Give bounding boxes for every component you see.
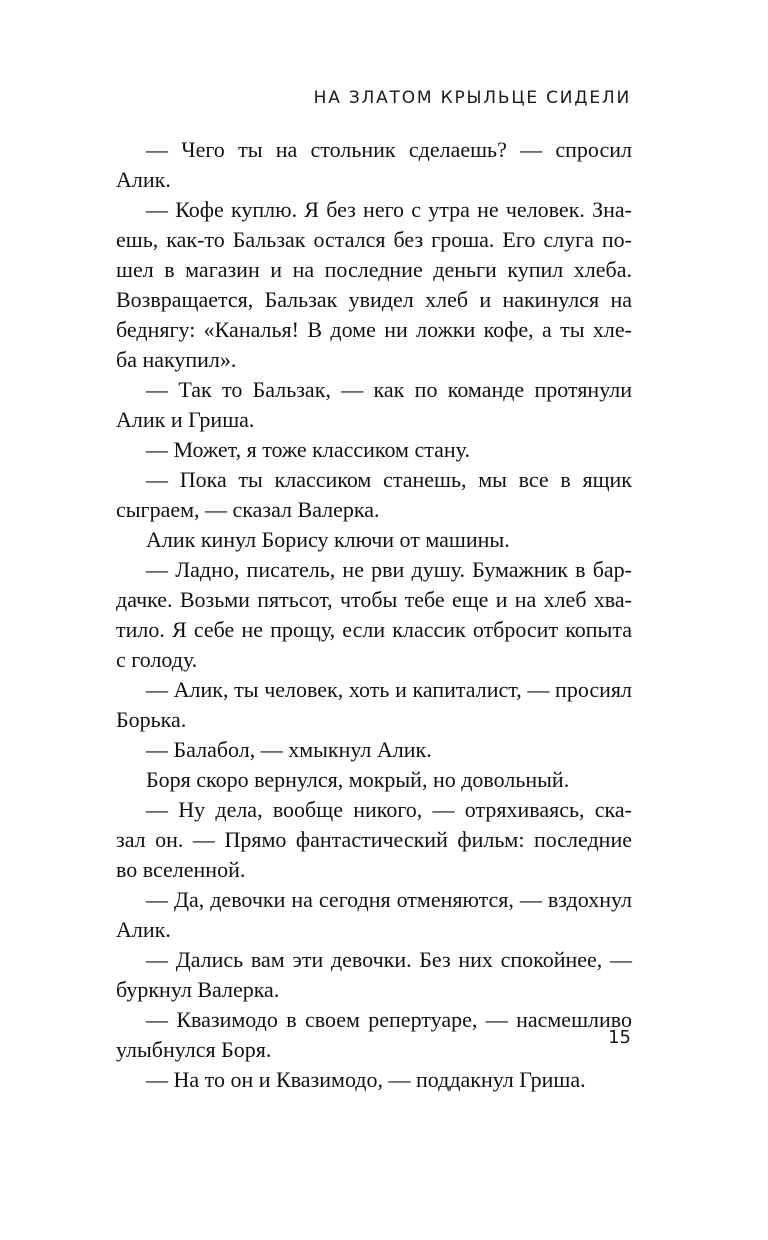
text-line: зал он. — Прямо фантастический фильм: последние <box>116 827 632 852</box>
text-line: Борька. <box>116 707 187 732</box>
text-line: буркнул Валерка. <box>116 977 280 1002</box>
running-head: НА ЗЛАТОМ КРЫЛЬЦЕ СИДЕЛИ <box>313 88 631 108</box>
body-text <box>116 135 632 1095</box>
text-line: — Может, я тоже классиком стану. <box>146 437 470 462</box>
text-line: — Квазимодо в своем репертуаре, — насмешливо <box>146 1007 632 1032</box>
text-line: — Балабол, — хмыкнул Алик. <box>146 737 432 762</box>
text-line: — Ладно, писатель, не рви душу. Бумажник в бар- <box>146 557 632 582</box>
text-line: — На то он и Квазимодо, — поддакнул Гриша. <box>146 1067 586 1092</box>
text-line: сыграем, — сказал Валерка. <box>116 497 380 522</box>
text-line: — Пока ты классиком станешь, мы все в ящик <box>146 467 632 492</box>
text-line: шел в магазин и на последние деньги купил хлеба. <box>116 257 632 282</box>
text-line: Алик и Гриша. <box>116 407 255 432</box>
text-line: во вселенной. <box>116 857 246 882</box>
text-line: — Алик, ты человек, хоть и капиталист, — просиял <box>146 677 632 702</box>
text-line: — Чего ты на стольник сделаешь? — спросил <box>146 137 632 162</box>
text-line: Боря скоро вернулся, мокрый, но довольный. <box>146 767 570 792</box>
text-line: ешь, как-то Бальзак остался без гроша. Его слуга по- <box>116 227 632 252</box>
text-line: — Ну дела, вообще никого, — отряхиваясь, ска- <box>146 797 632 822</box>
text-line: дачке. Возьми пятьсот, чтобы тебе еще и на хлеб хва- <box>116 587 632 612</box>
text-line: — Дались вам эти девочки. Без них спокойнее, — <box>146 947 632 972</box>
page-number: 15 <box>608 1027 631 1048</box>
text-line: тило. Я себе не прощу, если классик отбросит копыта <box>116 617 632 642</box>
text-line: с голоду. <box>116 647 198 672</box>
text-line: Алик. <box>116 917 171 942</box>
text-line: беднягу: «Каналья! В доме ни ложки кофе, а ты хле- <box>116 317 632 342</box>
text-line: — Так то Бальзак, — как по команде протянули <box>146 377 632 402</box>
text-line: улыбнулся Боря. <box>116 1037 272 1062</box>
text-line: Алик. <box>116 167 171 192</box>
text-line: — Да, девочки на сегодня отменяются, — вздохнул <box>146 887 632 912</box>
text-line: Алик кинул Борису ключи от машины. <box>146 527 510 552</box>
text-line: Возвращается, Бальзак увидел хлеб и накинулся на <box>116 287 632 312</box>
text-line: — Кофе куплю. Я без него с утра не человек. Зна- <box>146 197 632 222</box>
text-line: ба накупил». <box>116 347 237 372</box>
